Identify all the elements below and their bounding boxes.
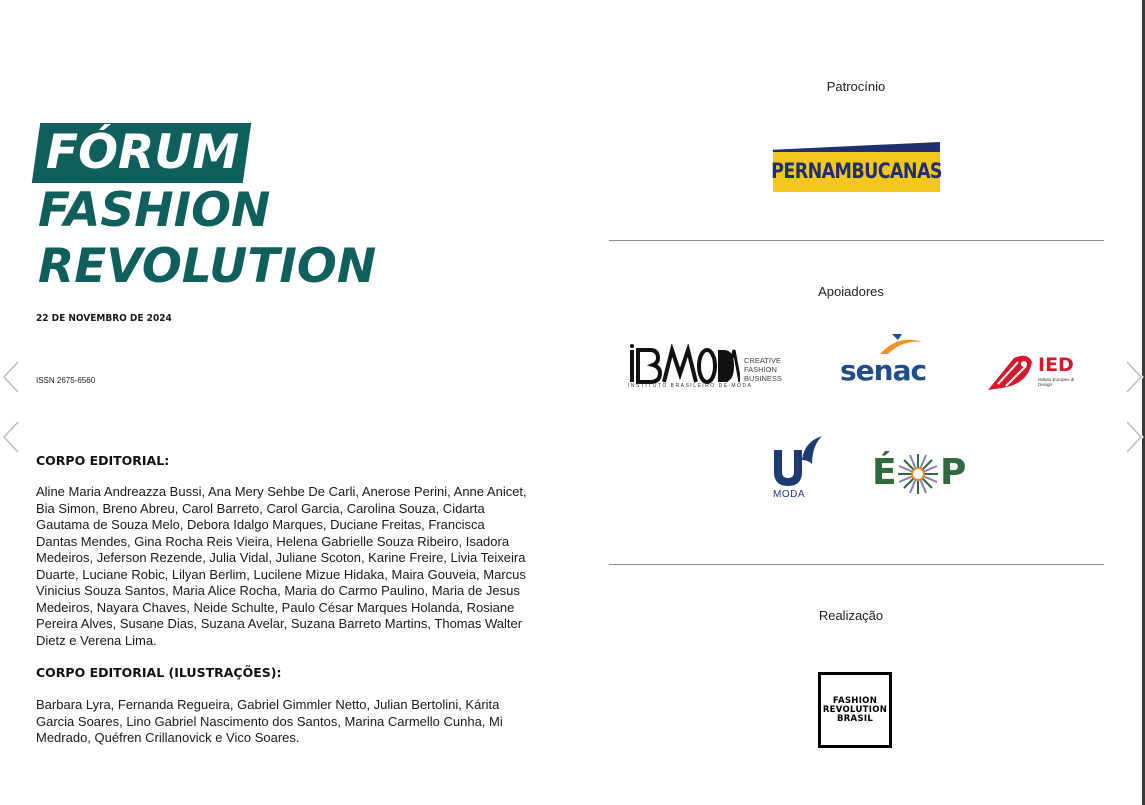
illustrations-heading: CORPO EDITORIAL (ILUSTRAÇÕES): <box>36 665 282 680</box>
ibmoda-tagline <box>744 356 782 383</box>
title-line-1: FÓRUM <box>46 125 240 180</box>
next-page-arrow-icon[interactable] <box>1123 420 1145 454</box>
eop-p-letter: P <box>940 452 967 493</box>
divider <box>609 240 1104 241</box>
ied-logo <box>984 354 1086 394</box>
ibmoda-tagline-line: CREATIVE <box>744 356 781 365</box>
divider <box>609 564 1104 565</box>
ibmoda-tagline-line: FASHION <box>744 365 777 374</box>
event-date: 22 DE NOVEMBRO DE 2024 <box>36 313 172 324</box>
umoda-wordmark: MODA <box>773 489 805 500</box>
ibmoda-tagline-line: BUSINESS <box>744 374 782 383</box>
next-page-arrow-icon[interactable] <box>1123 360 1145 394</box>
senac-swoosh-icon <box>840 332 934 356</box>
ied-subtitle: Istituto Europeo di Design <box>1038 377 1075 387</box>
illustrations-names: Barbara Lyra, Fernanda Regueira, Gabriel Gimmler Netto, Julian Bertolini, Kárita Garcia Soares, Lino Gabriel Nascimento dos Santos, Marina Carmello Cunha, Mi Medrado, Quéfren Crillanovick e Vico Soares. <box>36 697 503 745</box>
logo-bar <box>773 152 940 192</box>
sponsor-label: Patrocínio <box>826 79 886 94</box>
senac-wordmark: senac <box>840 354 927 387</box>
issn: ISSN 2675-6560 <box>36 376 96 385</box>
ibmoda-subtitle: INSTITUTO BRASILEIRO DE MODA <box>628 383 753 389</box>
fashion-revolution-brasil-logo <box>818 672 892 748</box>
supporters-label: Apoiadores <box>818 284 884 299</box>
title-highlight-box <box>32 123 252 183</box>
prev-page-arrow-icon[interactable] <box>0 360 22 394</box>
eop-e-letter: É <box>872 452 897 493</box>
senac-logo <box>840 332 934 390</box>
pernambucanas-logo <box>773 142 940 192</box>
eop-logo <box>872 450 968 500</box>
frb-line: FASHION <box>832 695 878 706</box>
ibmoda-logo <box>628 342 788 392</box>
frb-line: BRASIL <box>836 713 874 724</box>
ied-emblem-icon <box>984 354 1036 392</box>
umoda-logo <box>772 434 824 500</box>
frb-line: REVOLUTION <box>822 704 888 715</box>
editorial-names: Aline Maria Andreazza Bussi, Ana Mery Sehbe De Carli, Anerose Perini, Anne Anicet, Bia Simon, Breno Abreu, Carol Barreto, Carol Garcia, Carolina Souza, Cidarta Gautama de Souza Melo, Debora Idalgo Marques, Duciane Freitas, Francisca Dantas Mendes, Gina Rocha Reis Vieira, Helena Gabrielle Souza Ribeiro, Isadora Medeiros, Jeferson Rezende, Julia Vidal, Juliane Scoton, Karine Freire, Livia Teixeira Duarte, Luciane Robic, Lilyan Berlim, Lucilene Mizue Hidaka, Maira Gouveia, Marcus Vinicius Souza Santos, Maria Alice Rocha, Maria do Carmo Paulino, Maria de Jesus Medeiros, Nayara Chaves, Neide Schulte, Paulo César Marques Holanda, Rosiane Pereira Alves, Susane Dias, Suzana Avelar, Suzana Barreto Martins, Thomas Walter Dietz e Verena Lima. <box>36 484 527 648</box>
ied-wordmark: IED <box>1038 354 1074 376</box>
title-line-2: FASHION <box>38 183 271 238</box>
eop-burst-icon <box>896 452 940 496</box>
forum-title <box>36 123 376 295</box>
prev-page-arrow-icon[interactable] <box>0 420 22 454</box>
editorial-heading: CORPO EDITORIAL: <box>36 453 170 468</box>
umoda-u-icon <box>772 434 824 488</box>
pernambucanas-wordmark: PERNAMBUCANAS <box>771 160 942 184</box>
title-line-3: REVOLUTION <box>38 239 377 294</box>
realization-label: Realização <box>818 608 884 623</box>
